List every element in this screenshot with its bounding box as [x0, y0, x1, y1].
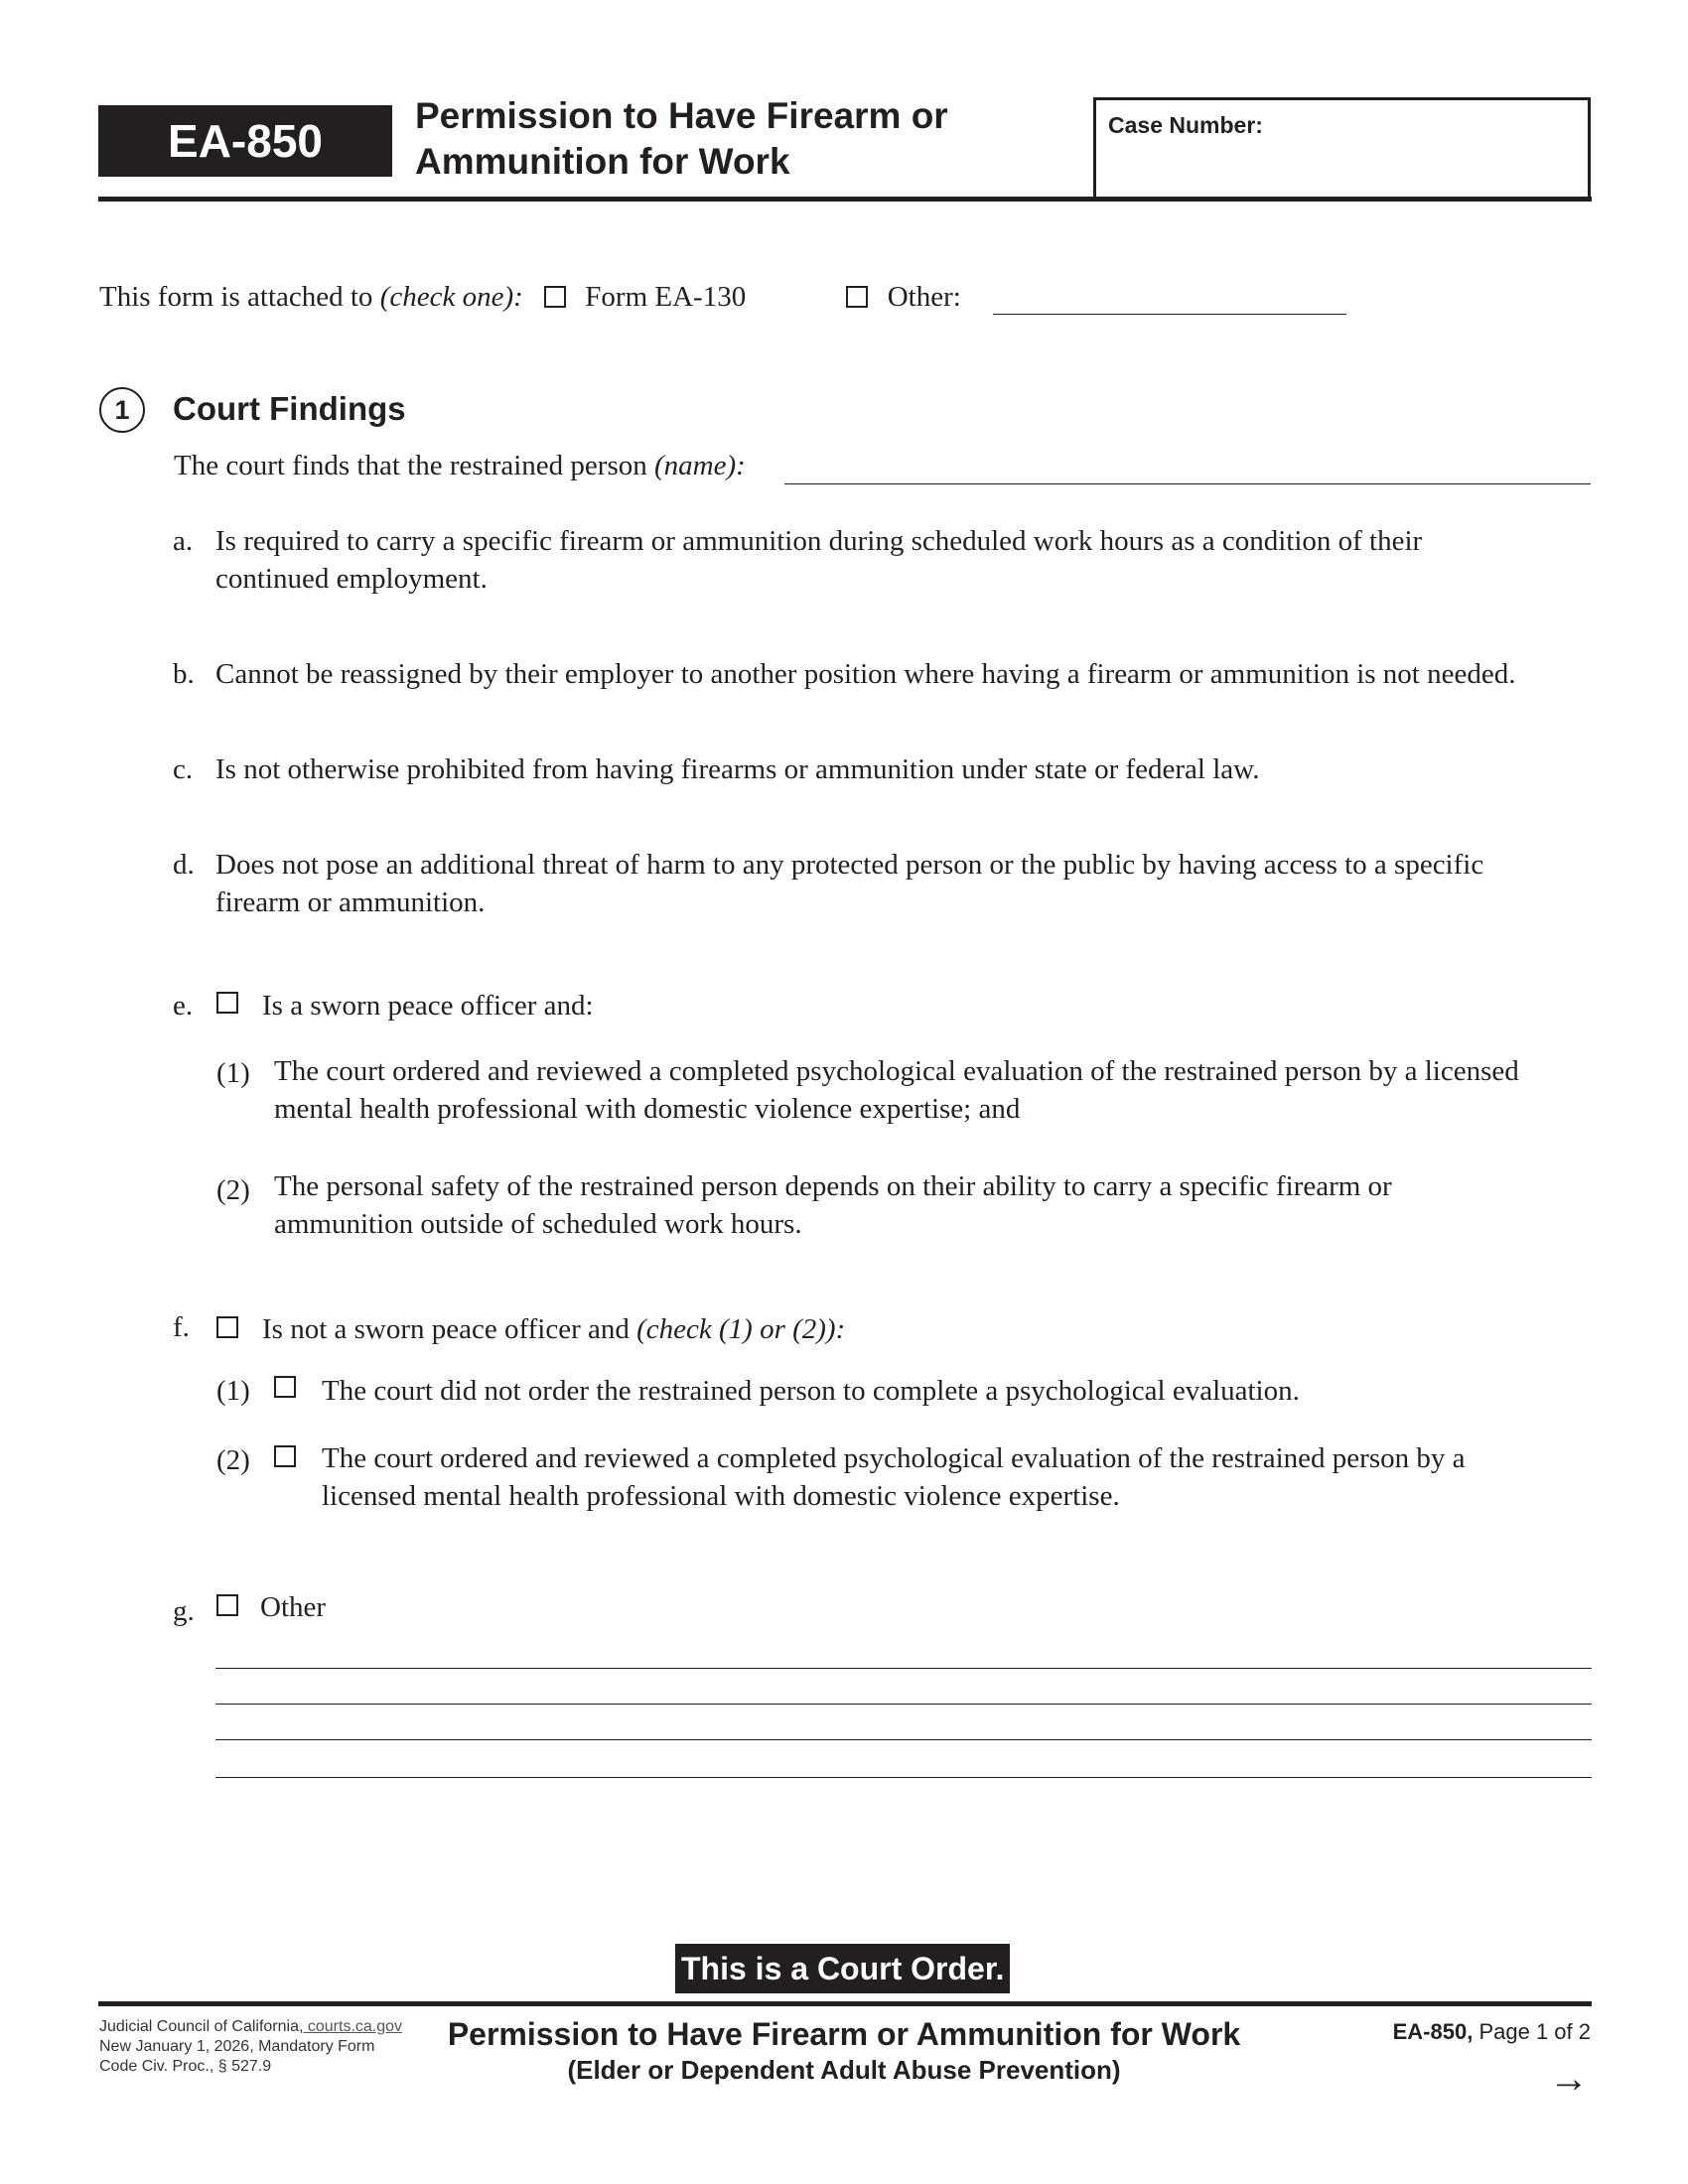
- section-number: 1: [114, 394, 130, 425]
- item-d-line1: Does not pose an additional threat of harm to any protected person or the public by having access to a specific: [215, 849, 1484, 881]
- attached-lead: This form is attached to: [99, 281, 373, 313]
- footer-divider: [98, 2001, 1592, 2006]
- item-d-letter: d.: [173, 849, 195, 881]
- footer-subtitle: (Elder or Dependent Adult Abuse Prevention): [567, 2055, 1121, 2085]
- item-c-letter: c.: [173, 753, 194, 785]
- other-input-line[interactable]: [993, 314, 1346, 315]
- item-a-letter: a.: [173, 525, 194, 557]
- item-f1-text: The court did not order the restrained person to complete a psychological evaluation.: [322, 1375, 1300, 1407]
- other-write-line-3[interactable]: [215, 1739, 1592, 1740]
- item-b-text: Cannot be reassigned by their employer to another position where having a firearm or ammunition is not needed.: [215, 658, 1516, 690]
- item-e2-line2: ammunition outside of scheduled work hours.: [274, 1208, 802, 1240]
- item-e1-line1: The court ordered and reviewed a completed psychological evaluation of the restrained person by a licensed: [274, 1055, 1519, 1087]
- item-f-text: [262, 1310, 845, 1348]
- footer-council: Judicial Council of California,: [99, 2018, 304, 2035]
- form-id: EA-850: [168, 115, 323, 167]
- item-f-letter: f.: [173, 1311, 190, 1343]
- form-ea130-checkbox[interactable]: [544, 286, 566, 308]
- item-f1-num: (1): [216, 1375, 250, 1407]
- item-a-line2: continued employment.: [215, 563, 488, 595]
- section-number-badge: [99, 387, 145, 433]
- footer-page-number: Page 1 of 2: [1473, 2019, 1591, 2044]
- item-e1-text: [274, 1052, 1595, 1128]
- form-title-line2: Ammunition for Work: [415, 141, 790, 182]
- other-label: Other:: [887, 281, 961, 313]
- item-g-text: Other: [260, 1591, 327, 1623]
- footer-effective: New January 1, 2026, Mandatory Form: [99, 2038, 375, 2055]
- item-g-checkbox[interactable]: [216, 1594, 238, 1616]
- item-e-text: Is a sworn peace officer and:: [262, 990, 594, 1022]
- item-f2-line2: licensed mental health professional with domestic violence expertise.: [322, 1480, 1120, 1512]
- item-g-letter: g.: [173, 1595, 195, 1627]
- item-f2-text: [322, 1439, 1593, 1515]
- item-c-text: Is not otherwise prohibited from having firearms or ammunition under state or federal law.: [215, 753, 1260, 785]
- attached-to-row: [99, 278, 1489, 318]
- item-e-checkbox[interactable]: [216, 992, 238, 1014]
- restrained-intro: The court finds that the restrained person: [174, 450, 647, 481]
- restrained-intro-italic: (name):: [653, 450, 746, 481]
- item-a-line1: Is required to carry a specific firearm or ammunition during scheduled work hours as a condition of their: [215, 525, 1423, 557]
- footer-info: [99, 2017, 402, 2077]
- item-e1-line2: mental health professional with domestic violence expertise; and: [274, 1093, 1021, 1125]
- item-d-text: [215, 846, 1596, 921]
- item-f1-checkbox[interactable]: [274, 1376, 296, 1398]
- other-write-line-1[interactable]: [215, 1668, 1592, 1669]
- item-f-checkbox[interactable]: [216, 1316, 238, 1338]
- form-id-badge: [98, 105, 392, 177]
- case-number-field[interactable]: [1093, 97, 1591, 200]
- section-title: Court Findings: [173, 390, 406, 427]
- item-a-text: [215, 522, 1596, 598]
- footer-title-main: Permission to Have Firearm or Ammunition for Work: [447, 2016, 1241, 2052]
- item-f2-line1: The court ordered and reviewed a completed psychological evaluation of the restrained person by a: [322, 1442, 1466, 1474]
- item-e-letter: e.: [173, 990, 194, 1022]
- next-page-arrow-icon[interactable]: →: [1549, 2057, 1589, 2101]
- footer-code: Code Civ. Proc., § 527.9: [99, 2058, 272, 2075]
- item-b-letter: b.: [173, 658, 195, 690]
- other-write-line-2[interactable]: [215, 1704, 1592, 1705]
- form-title-line1: Permission to Have Firearm or: [415, 95, 948, 136]
- other-write-line-4[interactable]: [215, 1777, 1592, 1778]
- item-e1-num: (1): [216, 1057, 250, 1089]
- item-f-text-main: Is not a sworn peace officer and: [262, 1313, 630, 1345]
- form-ea130-label: Form EA-130: [585, 281, 747, 313]
- header-divider: [98, 197, 1592, 202]
- item-e2-line1: The personal safety of the restrained person depends on their ability to carry a specific firearm or: [274, 1170, 1392, 1202]
- footer-form-ref: EA-850,: [1392, 2019, 1474, 2044]
- item-e2-num: (2): [216, 1174, 250, 1206]
- restrained-name-input-line[interactable]: [784, 483, 1591, 484]
- attached-lead-italic: (check one):: [379, 281, 523, 313]
- form-title: [415, 93, 1051, 185]
- footer-page-info: [1291, 2019, 1591, 2045]
- restrained-person-row: [174, 447, 746, 484]
- item-d-line2: firearm or ammunition.: [215, 887, 486, 918]
- item-f-text-italic: (check (1) or (2)):: [636, 1313, 846, 1345]
- court-order-banner: This is a Court Order.: [675, 1944, 1010, 1993]
- other-checkbox[interactable]: [846, 286, 868, 308]
- item-f2-checkbox[interactable]: [274, 1445, 296, 1467]
- footer-council-line: [99, 2017, 402, 2037]
- item-f2-num: (2): [216, 1444, 250, 1476]
- footer-title: [417, 2015, 1271, 2087]
- item-e2-text: [274, 1167, 1595, 1243]
- courts-link[interactable]: courts.ca.gov: [303, 2018, 403, 2035]
- case-number-label: Case Number:: [1108, 112, 1263, 138]
